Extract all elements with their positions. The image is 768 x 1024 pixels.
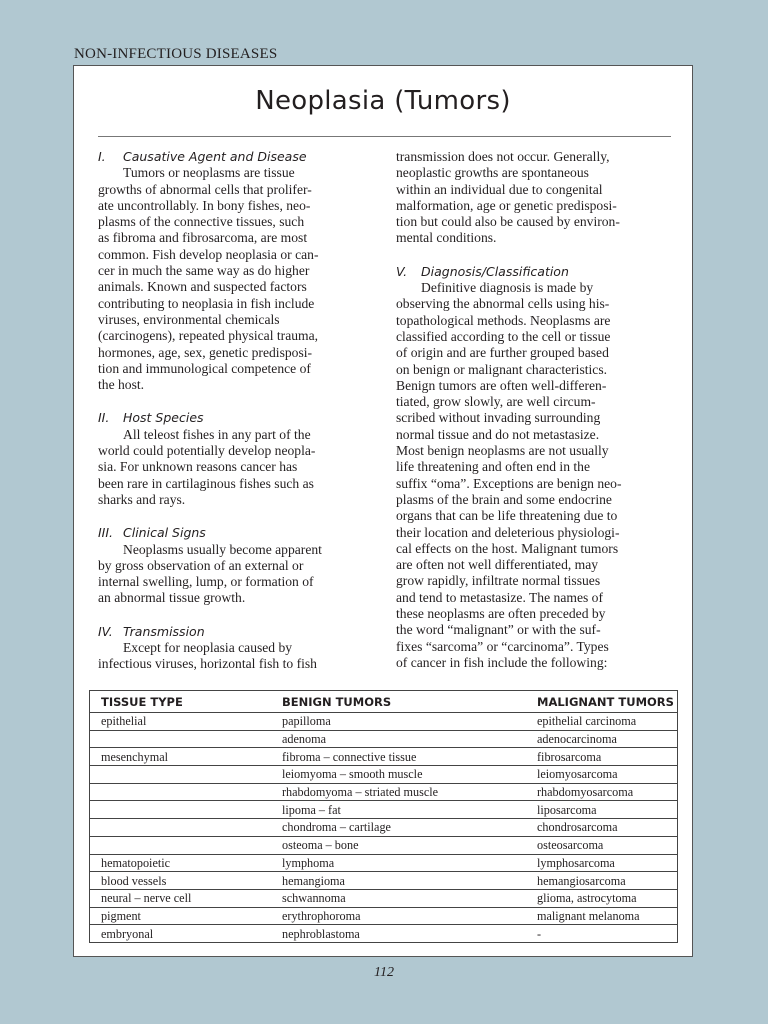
text-line: malformation, age or genetic predisposi- [396,197,617,213]
section-heading [396,264,676,280]
page-number: 112 [374,965,394,980]
right-column [396,149,676,671]
text-line: animals. Known and suspected factors [98,279,307,295]
title-divider [98,136,671,137]
text-line: Benign tumors are often well-differen- [396,377,607,393]
section-title: Host Species [123,410,204,426]
table-cell [90,730,272,748]
table-cell: lymphosarcoma [526,854,678,872]
page [73,65,693,957]
text-line: Most benign neoplasms are not usually [396,443,609,459]
section-number: III. [98,525,114,541]
text-line: Neoplasms usually become apparent [123,541,322,557]
text-line: topathological methods. Neoplasms are [396,312,611,328]
table-cell: embryonal [90,925,272,943]
text-line: scribed without invading surrounding [396,410,601,426]
column-header: MALIGNANT TUMORS [537,694,674,709]
table-row [90,713,678,731]
section-title: Causative Agent and Disease [123,149,307,164]
table-cell: adenocarcinoma [526,730,678,748]
text-line: mental conditions. [396,230,497,246]
text-line: Definitive diagnosis is made by [421,280,594,296]
section-number: I. [98,149,106,164]
section-gap [98,607,378,624]
table-cell [90,801,272,819]
section-title: Transmission [123,623,205,639]
column-header: BENIGN TUMORS [282,694,392,709]
table-cell: fibroma – connective tissue [271,748,526,766]
table-row [90,748,678,766]
table-cell: neural – nerve cell [90,889,272,907]
text-line: hormones, age, sex, genetic predisposi- [98,344,313,360]
table-row [90,730,678,748]
table-cell: epithelial [90,713,272,731]
text-line: fixes “sarcoma” or “carcinoma”. Types [396,638,609,654]
text-line: transmission does not occur. Generally, [396,149,610,164]
section-title: Diagnosis/Classification [421,263,569,279]
text-line: neoplastic growths are spontaneous [396,165,589,181]
text-line: Except for neoplasia caused by [123,640,293,656]
section-number: II. [98,410,110,426]
table-row [90,836,678,854]
text-line: the host. [98,377,145,393]
table-row [90,889,678,907]
text-line: infectious viruses, horizontal fish to fish [98,656,317,672]
text-line: sharks and rays. [98,491,186,507]
section-heading [98,525,378,541]
page-title: Neoplasia (Tumors) [255,86,511,116]
text-line: growths of abnormal cells that prolifer- [98,181,312,197]
table-cell: papilloma [271,713,526,731]
running-header: NON-INFECTIOUS DISEASES [74,46,278,62]
text-line: common. Fish develop neoplasia or can- [98,246,319,262]
table-cell: erythrophoroma [271,907,526,925]
table-cell: glioma, astrocytoma [526,889,678,907]
text-line: organs that can be life threatening due to [396,508,618,524]
text-line: of cancer in fish include the following: [396,654,608,670]
text-line: normal tissue and do not metastasize. [396,426,600,442]
table-cell: leiomyoma – smooth muscle [271,766,526,784]
text-line: plasms of the brain and some endocrine [396,491,612,507]
section-gap [98,393,378,410]
text-line: their location and deleterious physiologi- [396,524,620,540]
table-cell: fibrosarcoma [526,748,678,766]
text-line: been rare in cartilaginous fishes such as [98,475,314,491]
text-line: on benign or malignant characteristics. [396,361,608,377]
text-line: classified according to the cell or tissue [396,328,611,344]
table-cell: rhabdomyoma – striated muscle [271,783,526,801]
text-line: the word “malignant” or with the suf- [396,622,601,638]
table-row [90,907,678,925]
table-cell: blood vessels [90,872,272,890]
section-number: V. [396,263,408,279]
text-line: ate uncontrollably. In bony fishes, neo- [98,197,311,213]
text-line: cal effects on the host. Malignant tumors [396,540,619,556]
section-heading [98,410,378,426]
section-number: IV. [98,623,113,639]
table-row [90,801,678,819]
table-row [90,766,678,784]
table-row [90,783,678,801]
text-line: observing the abnormal cells using his- [396,296,610,312]
section-heading [98,149,378,165]
text-line: contributing to neoplasia in fish include [98,295,315,311]
text-line: (carcinogens), repeated physical trauma, [98,328,319,344]
table-row [90,854,678,872]
column-header: TISSUE TYPE [101,694,183,709]
text-line: within an individual due to congenital [396,181,603,197]
text-line: viruses, environmental chemicals [98,311,280,327]
table-cell: lymphoma [271,854,526,872]
table-cell [90,766,272,784]
table-cell: osteoma – bone [271,836,526,854]
table-cell: nephroblastoma [271,925,526,943]
text-line: an abnormal tissue growth. [98,590,246,606]
text-line: tiated, grow slowly, are well circum- [396,394,596,410]
text-line: these neoplasms are often preceded by [396,606,606,622]
table-cell [90,783,272,801]
section-gap [98,508,378,525]
table-cell: adenoma [271,730,526,748]
text-line: sia. For unknown reasons cancer has [98,459,298,475]
tumor-table [89,690,678,943]
table-cell: osteosarcoma [526,836,678,854]
table-cell: lipoma – fat [271,801,526,819]
text-line: internal swelling, lump, or formation of [98,574,314,590]
text-line: cer in much the same way as do higher [98,263,310,279]
table-cell: rhabdomyosarcoma [526,783,678,801]
table-cell [90,836,272,854]
table-cell: schwannoma [271,889,526,907]
table-cell: epithelial carcinoma [526,713,678,731]
text-line: of origin and are further grouped based [396,345,609,361]
table-cell: hemangiosarcoma [526,872,678,890]
text-line: as fibroma and fibrosarcoma, are most [98,230,308,246]
text-line: Tumors or neoplasms are tissue [123,165,295,181]
section-title: Clinical Signs [123,525,206,541]
table-row [90,925,678,943]
table-cell: mesenchymal [90,748,272,766]
table-cell: hematopoietic [90,854,272,872]
table-cell: - [526,925,678,943]
table-cell [90,819,272,837]
text-line: and tend to metastasize. The names of [396,589,603,605]
text-line: tion but could also be caused by environ- [396,214,620,230]
section-gap [396,247,676,264]
text-line: by gross observation of an external or [98,557,304,573]
table-cell: chondroma – cartilage [271,819,526,837]
text-line: All teleost fishes in any part of the [123,426,311,442]
text-line: tion and immunological competence of [98,360,311,376]
text-line: grow rapidly, infiltrate normal tissues [396,573,601,589]
table-cell: liposarcoma [526,801,678,819]
table-row [90,819,678,837]
table-cell: malignant melanoma [526,907,678,925]
section-heading [98,624,378,640]
text-line: are often not well differentiated, may [396,557,599,573]
left-column [98,149,378,673]
text-line: suffix “oma”. Exceptions are benign neo- [396,475,622,491]
text-line: world could potentially develop neopla- [98,443,316,459]
table-cell: pigment [90,907,272,925]
table-header-row [90,691,678,713]
table-cell: chondrosarcoma [526,819,678,837]
text-line: life threatening and often end in the [396,459,591,475]
text-line: plasms of the connective tissues, such [98,214,305,230]
table-cell: hemangioma [271,872,526,890]
table-row [90,872,678,890]
table-cell: leiomyosarcoma [526,766,678,784]
